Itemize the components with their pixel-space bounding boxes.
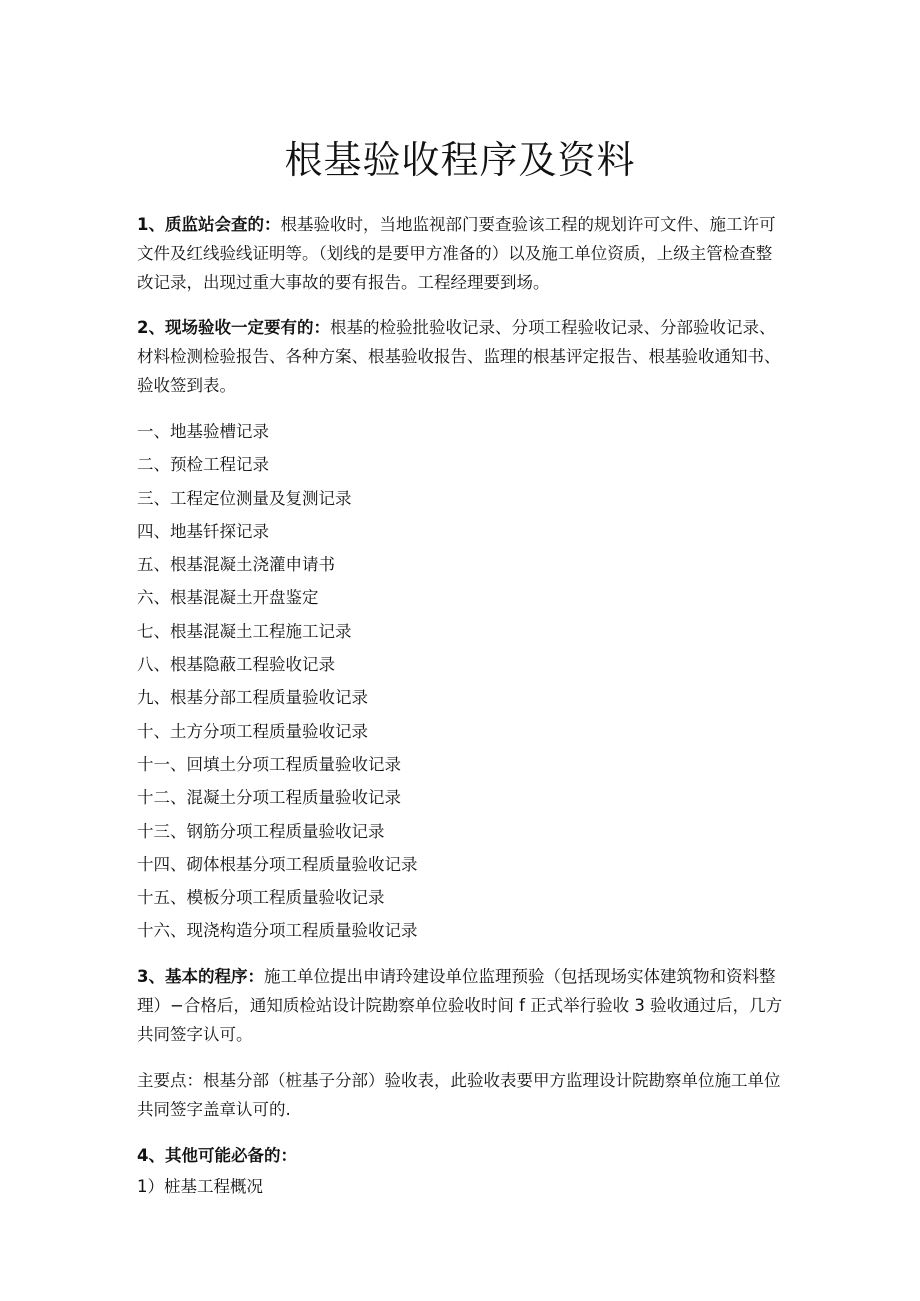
list-item: 十三、钢筋分项工程质量验收记录 (137, 821, 385, 841)
section-4-heading: 4、其他可能必备的： (137, 1146, 297, 1165)
list-item: 九、根基分部工程质量验收记录 (137, 688, 368, 708)
list-item: 十一、回填土分项工程质量验收记录 (137, 754, 401, 774)
section-1-heading: 1、质监站会查的： (137, 215, 281, 234)
section-4-item-1: 1）桩基工程概况 (137, 1177, 263, 1196)
section-2 (137, 313, 787, 400)
list-item: 十四、砌体根基分项工程质量验收记录 (137, 854, 418, 874)
section-2-heading: 2、现场验收一定要有的： (137, 318, 330, 337)
list-item: 一、地基验槽记录 (137, 422, 269, 441)
section-3-body: 施工单位提出申请玲建设单位监理预验（包括现场实体建筑物和资料整理）−合格后，通知质检站设计院勘察单位验收时间 f 正式举行验收 3 验收通过后，几方共同签字认可。 (137, 967, 783, 1044)
section-3 (137, 962, 787, 1049)
list-item: 五、根基混凝土浇灌申请书 (137, 555, 335, 575)
list-item: 十六、现浇构造分项工程质量验收记录 (137, 921, 418, 941)
list-item: 十二、混凝土分项工程质量验收记录 (137, 788, 401, 808)
section-1-body: 根基验收时，当地监视部门要查验该工程的规划许可文件、施工许可文件及红线验线证明等。（划线的是要甲方准备的）以及施工单位资质，上级主管检查整改记录，出现过重大事故的要有报告。工程经理要到场。 (137, 215, 776, 292)
list-item: 七、根基混凝土工程施工记录 (137, 621, 352, 641)
list-item: 三、工程定位测量及复测记录 (137, 488, 352, 508)
list-item: 二、预检工程记录 (137, 455, 269, 475)
list-item: 十五、模板分项工程质量验收记录 (137, 888, 385, 908)
section-3-heading: 3、基本的程序： (137, 967, 264, 986)
list-item: 十、土方分项工程质量验收记录 (137, 721, 368, 741)
section-1 (137, 210, 787, 297)
key-point: 主要点：根基分部（桩基子分部）验收表，此验收表要甲方监理设计院勘察单位施工单位共同签字盖章认可的. (137, 1071, 781, 1119)
list-item: 八、根基隐蔽工程验收记录 (137, 655, 335, 675)
section-2-body: 根基的检验批验收记录、分项工程验收记录、分部验收记录、材料检测检验报告、各种方案、根基验收报告、监理的根基评定报告、根基验收通知书、验收签到表。 (137, 318, 781, 395)
list-item: 六、根基混凝土开盘鉴定 (137, 588, 319, 608)
page-title: 根基验收程序及资料 (284, 138, 636, 182)
records-list (137, 415, 418, 948)
list-item: 四、地基钎探记录 (137, 521, 269, 541)
